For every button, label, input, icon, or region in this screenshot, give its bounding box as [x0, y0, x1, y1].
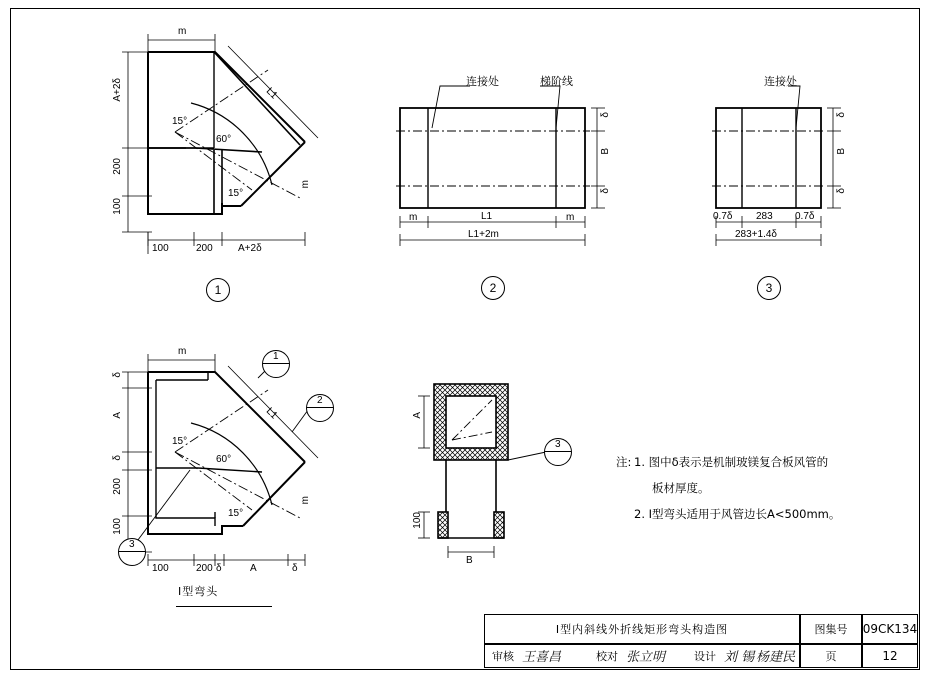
fig1-angle-15a: 15°: [172, 116, 188, 127]
fig4-dim-top: m: [178, 346, 187, 357]
fig4-angle-15a: 15°: [172, 436, 188, 447]
fig3-dim-left: 0.7δ: [713, 211, 733, 222]
fig4-ref-3-num: 3: [129, 539, 135, 550]
fig3-label-joint: 连接处: [764, 75, 797, 88]
fig1-dim-bottom-1: 100: [152, 243, 169, 254]
fig3-dim-b: B: [836, 148, 847, 155]
fig4-angle-15b: 15°: [228, 508, 244, 519]
fig4-dim-diag: L1: [263, 405, 280, 422]
checker-label: 校对: [596, 650, 618, 663]
fig4-dim-a: A: [112, 412, 123, 419]
fig4-dim-bottom-1: 100: [152, 563, 169, 574]
designer-signature-2: 杨建民: [756, 650, 796, 665]
fig5-dim-a: A: [412, 412, 423, 419]
note-item-1-cont: 板材厚度。: [652, 481, 710, 495]
fig4-ref-1-num: 1: [273, 351, 279, 362]
fig4-dim-m-right: m: [300, 496, 311, 505]
page-label: 页: [825, 650, 837, 663]
fig4-caption: I型弯头: [178, 585, 219, 598]
fig2-label-step: 梯阶线: [540, 75, 573, 88]
fig4-ref-2-num: 2: [317, 395, 323, 406]
fig4-dim-bottom-2: 200: [196, 563, 213, 574]
drawing-title: I型内斜线外折线矩形弯头构造图: [555, 623, 729, 636]
atlas-number: 09CK134: [862, 622, 918, 636]
fig3-dim-total: 283+1.4δ: [735, 229, 777, 240]
fig2-caption: 2: [481, 276, 505, 300]
fig3-dim-delta-top: δ: [836, 112, 847, 118]
fig3-dim-right: 0.7δ: [795, 211, 815, 222]
fig4-dim-100: 100: [112, 518, 123, 535]
fig4-dim-bottom-3: δ: [216, 563, 222, 574]
fig1-dim-right: m: [300, 180, 311, 189]
fig5-ref-3-num: 3: [555, 439, 561, 450]
fig3-dim-mid: 283: [756, 211, 773, 222]
fig5-dim-100: 100: [412, 512, 423, 529]
fig4-angle-60: 60°: [216, 454, 232, 465]
fig2-dim-m-right: m: [566, 212, 575, 223]
fig1-dim-left-bot: 100: [112, 198, 123, 215]
fig5-dim-b: B: [466, 555, 473, 566]
notes-heading: 注:: [616, 455, 632, 469]
fig3-dim-delta-bot: δ: [836, 188, 847, 194]
fig2-dim-m-left: m: [409, 212, 418, 223]
fig1-angle-15b: 15°: [228, 188, 244, 199]
atlas-label: 图集号: [814, 623, 848, 636]
checker-signature: 张立明: [626, 650, 666, 665]
page-number: 12: [882, 649, 898, 663]
fig4-dim-200: 200: [112, 478, 123, 495]
fig1-caption: 1: [206, 278, 230, 302]
fig2-dim-delta-top: δ: [600, 112, 611, 118]
fig1-dim-left-mid: 200: [112, 158, 123, 175]
fig4-dim-delta-1: δ: [112, 372, 123, 378]
fig4-dim-bottom-4: A: [250, 563, 257, 574]
fig1-dim-diag: L1: [263, 85, 280, 102]
fig1-dim-left-top: A+2δ: [112, 78, 123, 102]
fig1-dim-bottom-2: 200: [196, 243, 213, 254]
fig2-dim-l1: L1: [481, 211, 493, 222]
note-item-2: 2. I型弯头适用于风管边长A<500mm。: [634, 507, 841, 521]
fig1-angle-60: 60°: [216, 134, 232, 145]
fig4-dim-delta-2: δ: [112, 455, 123, 461]
approver-label: 审核: [492, 650, 514, 663]
fig1-dim-top: m: [178, 26, 187, 37]
fig2-dim-l1-2m: L1+2m: [468, 229, 499, 240]
fig2-dim-b: B: [600, 148, 611, 155]
designer-signature: 刘 锡: [724, 650, 755, 665]
fig2-dim-delta-bot: δ: [600, 188, 611, 194]
fig1-dim-bottom-3: A+2δ: [238, 243, 262, 254]
fig2-label-joint: 连接处: [466, 75, 499, 88]
approver-signature: 王喜昌: [522, 650, 562, 665]
fig3-caption: 3: [757, 276, 781, 300]
fig4-dim-bottom-5: δ: [292, 563, 298, 574]
designer-label: 设计: [694, 650, 716, 663]
note-item-1: 1. 图中δ表示是机制玻镁复合板风管的: [634, 455, 829, 469]
fig5-ref-3: [544, 438, 572, 466]
